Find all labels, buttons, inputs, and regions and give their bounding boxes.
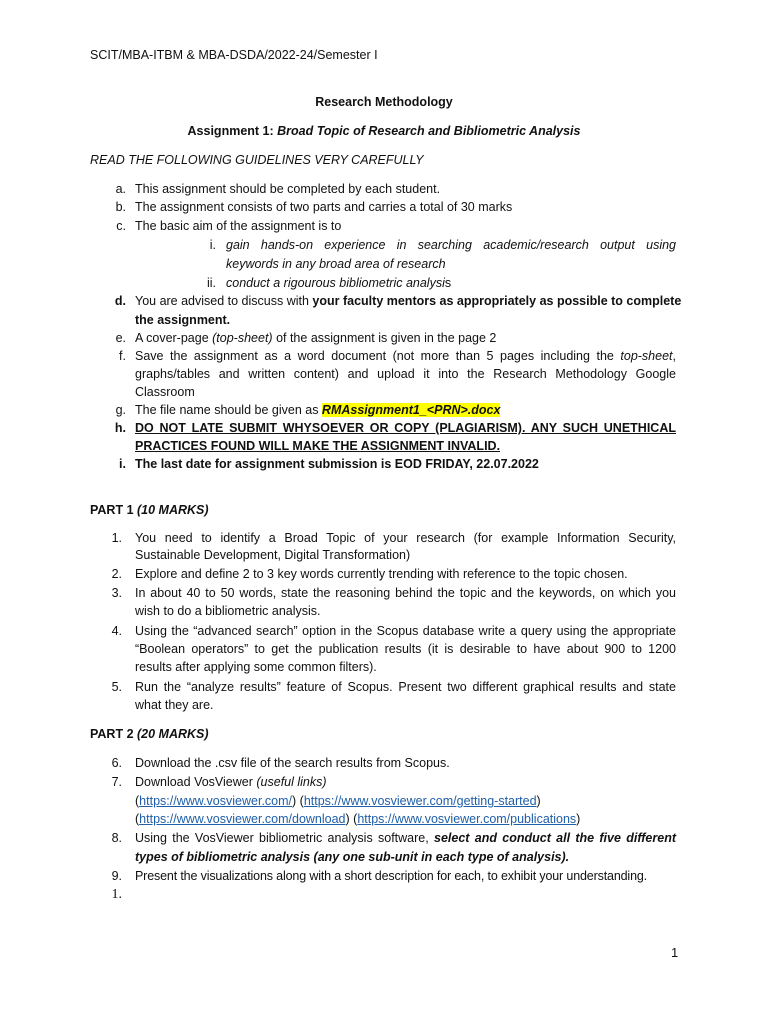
file-name-highlight: RMAssignment1_<PRN>.docx — [321, 403, 501, 417]
page-number: 1 — [671, 945, 679, 960]
part1-heading: PART 1 (10 MARKS) — [90, 503, 209, 517]
guidelines-heading: READ THE FOLLOWING GUIDELINES VERY CAREFULLY — [90, 153, 424, 167]
vosviewer-home-link[interactable]: https://www.vosviewer.com/ — [139, 794, 292, 808]
vosviewer-getting-started-link[interactable]: https://www.vosviewer.com/getting-started — [303, 794, 537, 808]
vosviewer-publications-link[interactable]: https://www.vosviewer.com/publications — [357, 812, 577, 826]
part2-heading: PART 2 (20 MARKS) — [90, 727, 209, 741]
document-page: SCIT/MBA-ITBM & MBA-DSDA/2022-24/Semester I Research Methodology Assignment 1: Broad Topic of Research and Bibliometric Analysis READ THE FOLLOWING GUIDELINES VERY CAREFULLY a. This assignment should be completed by each student. b. The assignment consists of two parts and carries a total of 30 marks c. The basic aim of the assignment is to i. gain hands-on experience in searching academic/research output using keywords in any broad area of research ii. conduct a rigourous bibliometric analysis d. You are advised to discuss with your faculty mentors as appropriately as possible to complete the assignment. e. A cover-page (top-sheet) of the assignment is given in the page 2 f. Save the assignment as a word document (not more than 5 pages including the top-sheet, graphs/tables and written content) and upload it into the Research Methodology Google Classroom g. The file name should be given as RMAssignment1_<PRN>.docx h. DO NOT LATE SUBMIT WHYSOEVER OR COPY (PLAGIARISM). ANY SUCH UNETHICAL PRACTICES FOUND WILL MAKE THE ASSIGNMENT INVALID. i. The last date for assignment submission is EOD FRIDAY, 22.07.2022 PART 1 (10 MARKS) 1. You need to identify a Broad Topic of your research (for example Information Security, Sustainable Development, Digital Transformation) 2. Explore and define 2 to 3 key words currently trending with reference to the topic chosen. 3. In about 40 to 50 words, state the reasoning behind the topic and the keywords, on which you wish to do a bibliometric analysis. 4. Using the “advanced search” option in the Scopus database write a query using the appropriate “Boolean operators” to get the publication results (it is desirable to have about 900 to 1200 results after applying some common filters). 5. Run the “analyze results” feature of Scopus. Present two different graphical results and state what they are. PART 2 (20 MARKS) 6. Download the .csv file of the search results from Scopus. 7. Download VosViewer (useful links) (https://www.vosviewer.com/) (https://www.vosviewer.com/getting-started) (https://www.vosviewer.com/download) (https://www.vosviewer.com/publications) 8. Using the VosViewer bibliometric analysis software, select and conduct all the five different types of bibliometric analysis (any one sub-unit in each type of analysis). 9. Present the visualizations along with a short description for each, to exhibit your understanding. 1. 1 — [0, 0, 768, 1024]
course-title: Research Methodology — [315, 95, 453, 109]
header-code: SCIT/MBA-ITBM & MBA-DSDA/2022-24/Semester I — [90, 48, 378, 62]
assignment-title: Assignment 1: Broad Topic of Research and Bibliometric Analysis — [187, 124, 581, 138]
vosviewer-download-link[interactable]: https://www.vosviewer.com/download — [139, 812, 346, 826]
